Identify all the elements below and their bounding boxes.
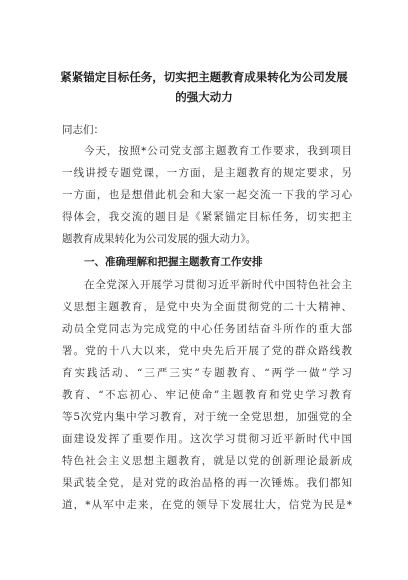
paragraph-2-line: 教育、“不忘初心、牢记使命”主题教育和党史学习教育 [62, 389, 352, 401]
paragraph-1-line: 一线讲授专题党课，一方面，是主题教育的规定要求，另 [62, 167, 352, 179]
paragraph-2-line: 等5次党内集中学习教育，对于统一全党思想，加强党的全 [62, 411, 352, 423]
paragraph-1-line: 一方面，也是想借此机会和大家一起交流一下我的学习心 [62, 189, 352, 201]
paragraph-1-line: 今天，按照*公司党支部主题教育工作要求，我到项目 [84, 145, 352, 157]
paragraph-2-line: 育实践活动、“三严三实”专题教育、“两学一做”学习 [62, 367, 352, 379]
paragraph-1-line: 题教育成果转化为公司发展的强大动力》。 [62, 233, 257, 245]
paragraph-2-line: 义思想主题教育，是党中央为全面贯彻党的二十大精神、 [62, 301, 352, 313]
paragraph-2-line: 特色社会主义思想主题教育，就是以党的创新理论最新成 [62, 455, 352, 467]
paragraph-2-line: 动员全党同志为完成党的中心任务团结奋斗所作的重大部 [62, 323, 352, 335]
paragraph-2-line: 果武装全党，是对党的政治品格的再一次锤炼。我们都知 [62, 477, 352, 489]
paragraph-1-line: 得体会，我交流的题目是《紧紧锚定目标任务，切实把主 [62, 211, 352, 223]
document-title-line-1: 紧紧锚定目标任务，切实把主题教育成果转化为公司发展 [60, 70, 348, 84]
paragraph-2-line: 道，*从军中走来，在党的领导下发展壮大，信党为民是* [62, 499, 352, 511]
paragraph-2-line: 面建设发挥了重要作用。这次学习贯彻习近平新时代中国 [62, 433, 352, 445]
document-title-line-2: 的强大动力 [175, 90, 233, 104]
salutation: 同志们： [62, 124, 104, 136]
section-1-heading: 一、准确理解和把握主题教育工作安排 [84, 256, 263, 268]
paragraph-2-line: 在全党深入开展学习贯彻习近平新时代中国特色社会主 [84, 279, 352, 291]
paragraph-2-line: 署。党的十八大以来，党中央先后开展了党的群众路线教 [62, 345, 352, 357]
